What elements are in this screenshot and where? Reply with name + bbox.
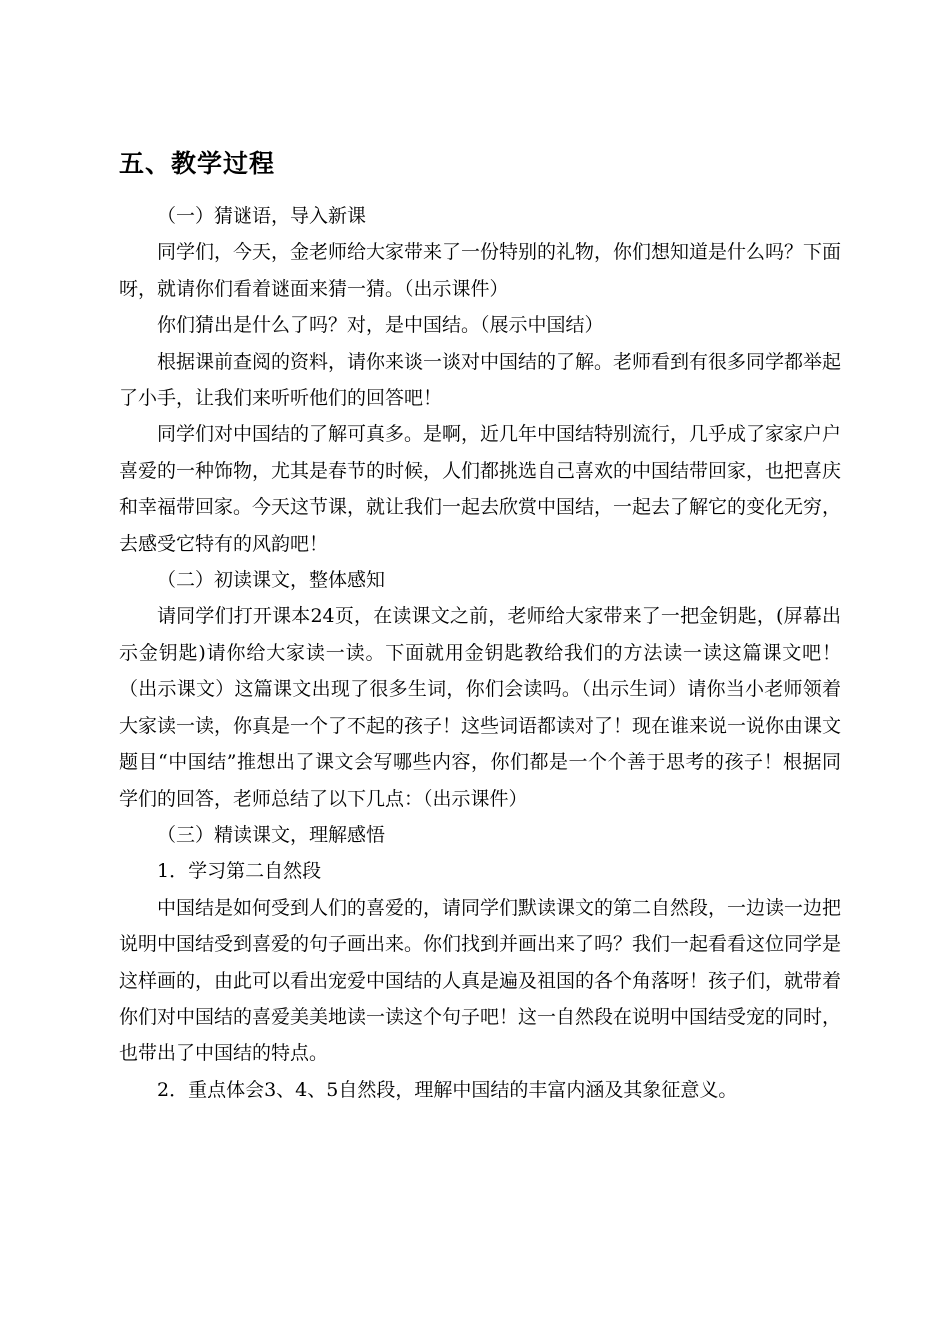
- section-heading: 五、教学过程: [119, 149, 276, 178]
- paragraph: 中国结是如何受到人们的喜爱的，请同学们默读课文的第二自然段，一边读一边把说明中国结受到喜爱的句子画出来。你们找到并画出来了吗？我们一起看看这位同学是这样画的，由此可以看出宠爱中国结的人真是遍及祖国的各个角落呀！孩子们，就带着你们对中国结的喜爱美美地读一读这个句子吧！这一自然段在说明中国结受宠的同时，也带出了中国结的特点。: [119, 896, 842, 1065]
- paragraph: 请同学们打开课本24页，在读课文之前，老师给大家带来了一把金钥匙，(屏幕出示金钥匙)请你给大家读一读。下面就用金钥匙教给我们的方法读一读这篇课文吧！（出示课文）这篇课文出现了很多生词，你们会读吗。（出示生词）请你当小老师领着大家读一读，你真是一个了不起的孩子！这些词语都读对了！现在谁来说一说你由课文题目“中国结”推想出了课文会写哪些内容，你们都是一个个善于思考的孩子！根据同学们的回答，老师总结了以下几点：（出示课件）: [119, 605, 842, 810]
- subsection-title: （一）猜谜语，导入新课: [157, 205, 367, 227]
- paragraph: 同学们，今天，金老师给大家带来了一份特别的礼物，你们想知道是什么吗？下面呀，就请你们看着谜面来猜一猜。（出示课件）: [119, 241, 842, 300]
- list-item-heading: 1．学习第二自然段: [157, 860, 322, 883]
- subsection-title: （二）初读课文，整体感知: [157, 569, 386, 592]
- paragraph: 同学们对中国结的了解可真多。是啊，近几年中国结特别流行，几乎成了家家户户喜爱的一种饰物，尤其是春节的时候，人们都挑选自己喜欢的中国结带回家，也把喜庆和幸福带回家。今天这节课，就让我们一起去欣赏中国结，一起去了解它的变化无穷，去感受它特有的风韵吧！: [119, 423, 842, 555]
- document-body: [119, 198, 841, 1108]
- paragraph: 你们猜出是什么了吗？对，是中国结。（展示中国结）: [157, 314, 604, 337]
- paragraph: 根据课前查阅的资料，请你来谈一谈对中国结的了解。老师看到有很多同学都举起了小手，让我们来听听他们的回答吧！: [119, 350, 842, 410]
- list-item-heading: 2．重点体会3、4、5自然段，理解中国结的丰富内涵及其象征意义。: [157, 1078, 738, 1101]
- subsection-title: （三）精读课文，理解感悟: [157, 823, 386, 846]
